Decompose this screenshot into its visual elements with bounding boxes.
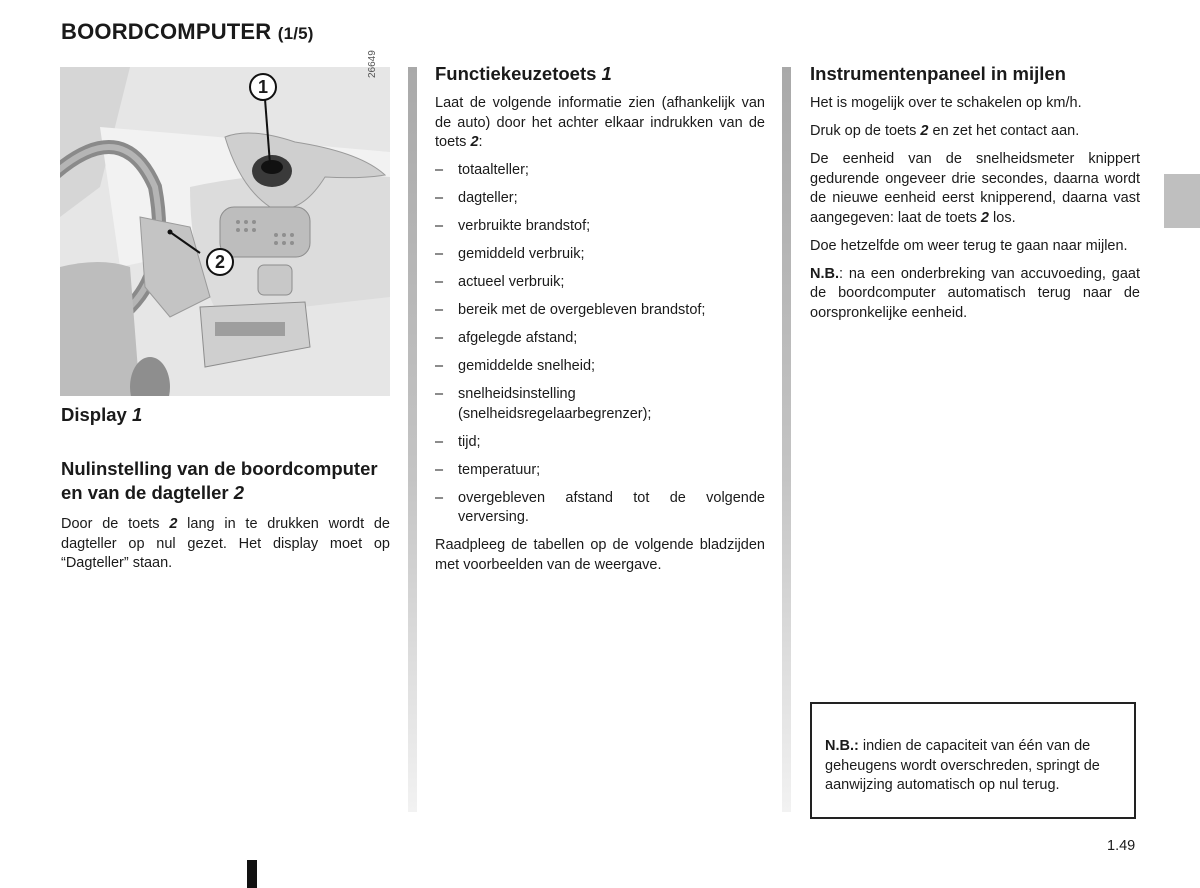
list-item: – totaalteller; [435,161,765,181]
right-column [810,62,1140,332]
page-title-main: BOORDCOMPUTER [61,19,272,44]
miles-note: N.B.: na een onderbreking van accuvoeding, gaat de boordcomputer automatisch terug naar de oorspronkelijke eenheid. [810,265,1140,321]
list-item: – overgebleven afstand tot de volgende verversing. [435,489,765,528]
miles-p3: De eenheid van de snelheidsmeter knippert gedurende ongeveer drie secondes, daarna wordt de nieuwe eenheid eerst knipperend, daarna vast aangegeven: laat de toets 2 los. [810,151,1140,226]
left-column [61,403,390,582]
list-item: – dagteller; [435,189,765,209]
page-title-part: (1/5) [277,24,314,43]
reset-text: Door de toets 2 lang in te drukken wordt de dagteller op nul gezet. Het display moet op “Dagteller” staan. [61,516,390,571]
list-item: – gemiddelde snelheid; [435,357,765,377]
miles-heading: Instrumentenpaneel in mijlen [810,63,1066,84]
function-list [435,161,765,528]
callout-1: 1 [249,73,277,101]
list-item: – snelheidsinstelling (snelheidsregelaarbegrenzer); [435,385,765,424]
list-item: – actueel verbruik; [435,273,765,293]
miles-p4: Doe hetzelfde om weer terug te gaan naar mijlen. [810,237,1128,254]
list-item: – tijd; [435,433,765,453]
list-item: – afgelegde afstand; [435,329,765,349]
figure-code: 26649 [367,50,378,78]
list-item: – verbruikte brandstof; [435,217,765,237]
page-title [61,19,314,45]
page-number: 1.49 [1107,838,1136,854]
list-item: – temperatuur; [435,461,765,481]
column-divider-left [408,67,417,812]
note-box [810,702,1136,819]
list-item: – bereik met de overgebleven brandstof; [435,301,765,321]
callout-2: 2 [206,248,234,276]
column-divider-right [782,67,791,812]
function-key-intro: Laat de volgende informatie zien (afhankelijk van de auto) door het achter elkaar indrukken van de toets 2: [435,95,765,150]
dashboard-drawing [60,67,390,396]
miles-p1: Het is mogelijk over te schakelen op km/h. [810,95,1082,111]
footer-marker [247,860,257,888]
chapter-tab [1164,174,1200,228]
function-key-outro: Raadpleeg de tabellen op de volgende bladzijden met voorbeelden van de weergave. [435,537,765,573]
miles-p2: Druk op de toets 2 en zet het contact aan. [810,123,1080,139]
note-label: N.B.: [825,738,859,754]
function-key-heading: Functiekeuzetoets 1 [435,63,612,84]
middle-column [435,62,765,584]
list-item: – gemiddeld verbruik; [435,245,765,265]
dashboard-illustration [60,67,390,396]
display-heading: Display 1 [61,404,143,425]
reset-heading: Nulinstelling van de boordcomputer en van de dagteller 2 [61,458,378,503]
note-text: indien de capaciteit van één van de geheugens wordt overschreden, springt de aanwijzing automatisch op nul terug. [825,738,1100,793]
